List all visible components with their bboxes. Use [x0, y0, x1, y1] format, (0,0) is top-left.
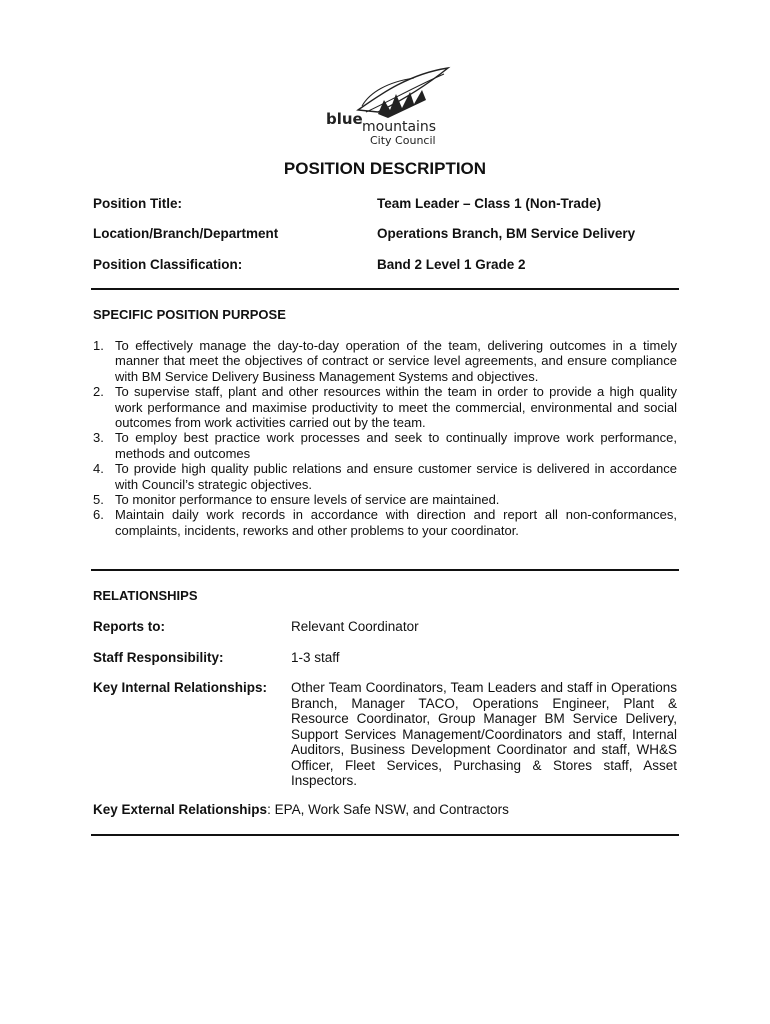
list-number: 3. — [93, 430, 104, 446]
list-item-text: To provide high quality public relations and ensure customer service is delivered in accordance with Council’s strategic objectives. — [115, 461, 677, 492]
reports-to-value: Relevant Coordinator — [291, 619, 419, 634]
list-item — [93, 384, 677, 430]
list-item-text: To effectively manage the day-to-day operation of the team, delivering outcomes in a timely manner that meet the objectives of contract or service level agreements, and ensure compliance with BM Service Delivery Business Management Systems and objectives. — [115, 338, 677, 384]
list-number: 6. — [93, 507, 104, 523]
logo-word-mountains: mountains — [362, 119, 437, 135]
list-number: 5. — [93, 492, 104, 508]
purpose-list — [93, 338, 677, 538]
staff-responsibility-value: 1-3 staff — [291, 650, 340, 665]
list-item-text: To employ best practice work processes and seek to continually improve work performance, methods and outcomes — [115, 430, 677, 461]
list-item — [93, 492, 677, 507]
staff-responsibility-label: Staff Responsibility: — [93, 650, 224, 665]
list-item — [93, 507, 677, 538]
external-relationships-value: : EPA, Work Safe NSW, and Contractors — [267, 802, 509, 817]
position-title-label: Position Title: — [93, 196, 183, 211]
council-logo — [318, 66, 460, 150]
list-item-text: Maintain daily work records in accordance with direction and report all non-conformances, complaints, incidents, reworks and other problems to your coordinator. — [115, 507, 677, 538]
list-number: 2. — [93, 384, 104, 400]
list-item — [93, 338, 677, 384]
relationships-heading: RELATIONSHIPS — [93, 588, 198, 603]
internal-relationships-value: Other Team Coordinators, Team Leaders and staff in Operations Branch, Manager TACO, Operations Engineer, Plant & Resource Coordinator, Group Manager BM Service Delivery, Support Services Management/Coordinators and staff, Internal Auditors, Business Development Coordinator and staff, WH&S Officer, Fleet Services, Purchasing & Stores staff, Asset Inspectors. — [291, 680, 677, 788]
purpose-heading: SPECIFIC POSITION PURPOSE — [93, 307, 286, 322]
classification-label: Position Classification: — [93, 257, 243, 272]
section-divider — [91, 569, 679, 571]
list-item — [93, 430, 677, 461]
section-divider — [91, 288, 679, 290]
position-title-value: Team Leader – Class 1 (Non-Trade) — [377, 196, 602, 211]
external-relationships — [93, 802, 509, 817]
external-relationships-label: Key External Relationships — [93, 802, 268, 817]
reports-to-label: Reports to: — [93, 619, 165, 634]
list-number: 1. — [93, 338, 104, 353]
section-divider — [91, 834, 679, 836]
classification-value: Band 2 Level 1 Grade 2 — [377, 257, 526, 272]
logo-word-blue: blue — [326, 110, 363, 128]
list-number: 4. — [93, 461, 104, 477]
list-item-text: To supervise staff, plant and other resources within the team in order to provide a high quality work performance and maximise productivity to meet the commercial, environmental and social outcomes from work activities carried out by the team. — [115, 384, 677, 431]
location-label: Location/Branch/Department — [93, 226, 279, 241]
location-value: Operations Branch, BM Service Delivery — [377, 226, 636, 241]
list-item — [93, 461, 677, 492]
internal-relationships-label: Key Internal Relationships: — [93, 680, 268, 695]
list-item-text: To monitor performance to ensure levels of service are maintained. — [115, 492, 500, 508]
logo-word-city-council: City Council — [370, 134, 436, 147]
page-title: POSITION DESCRIPTION — [283, 159, 487, 178]
